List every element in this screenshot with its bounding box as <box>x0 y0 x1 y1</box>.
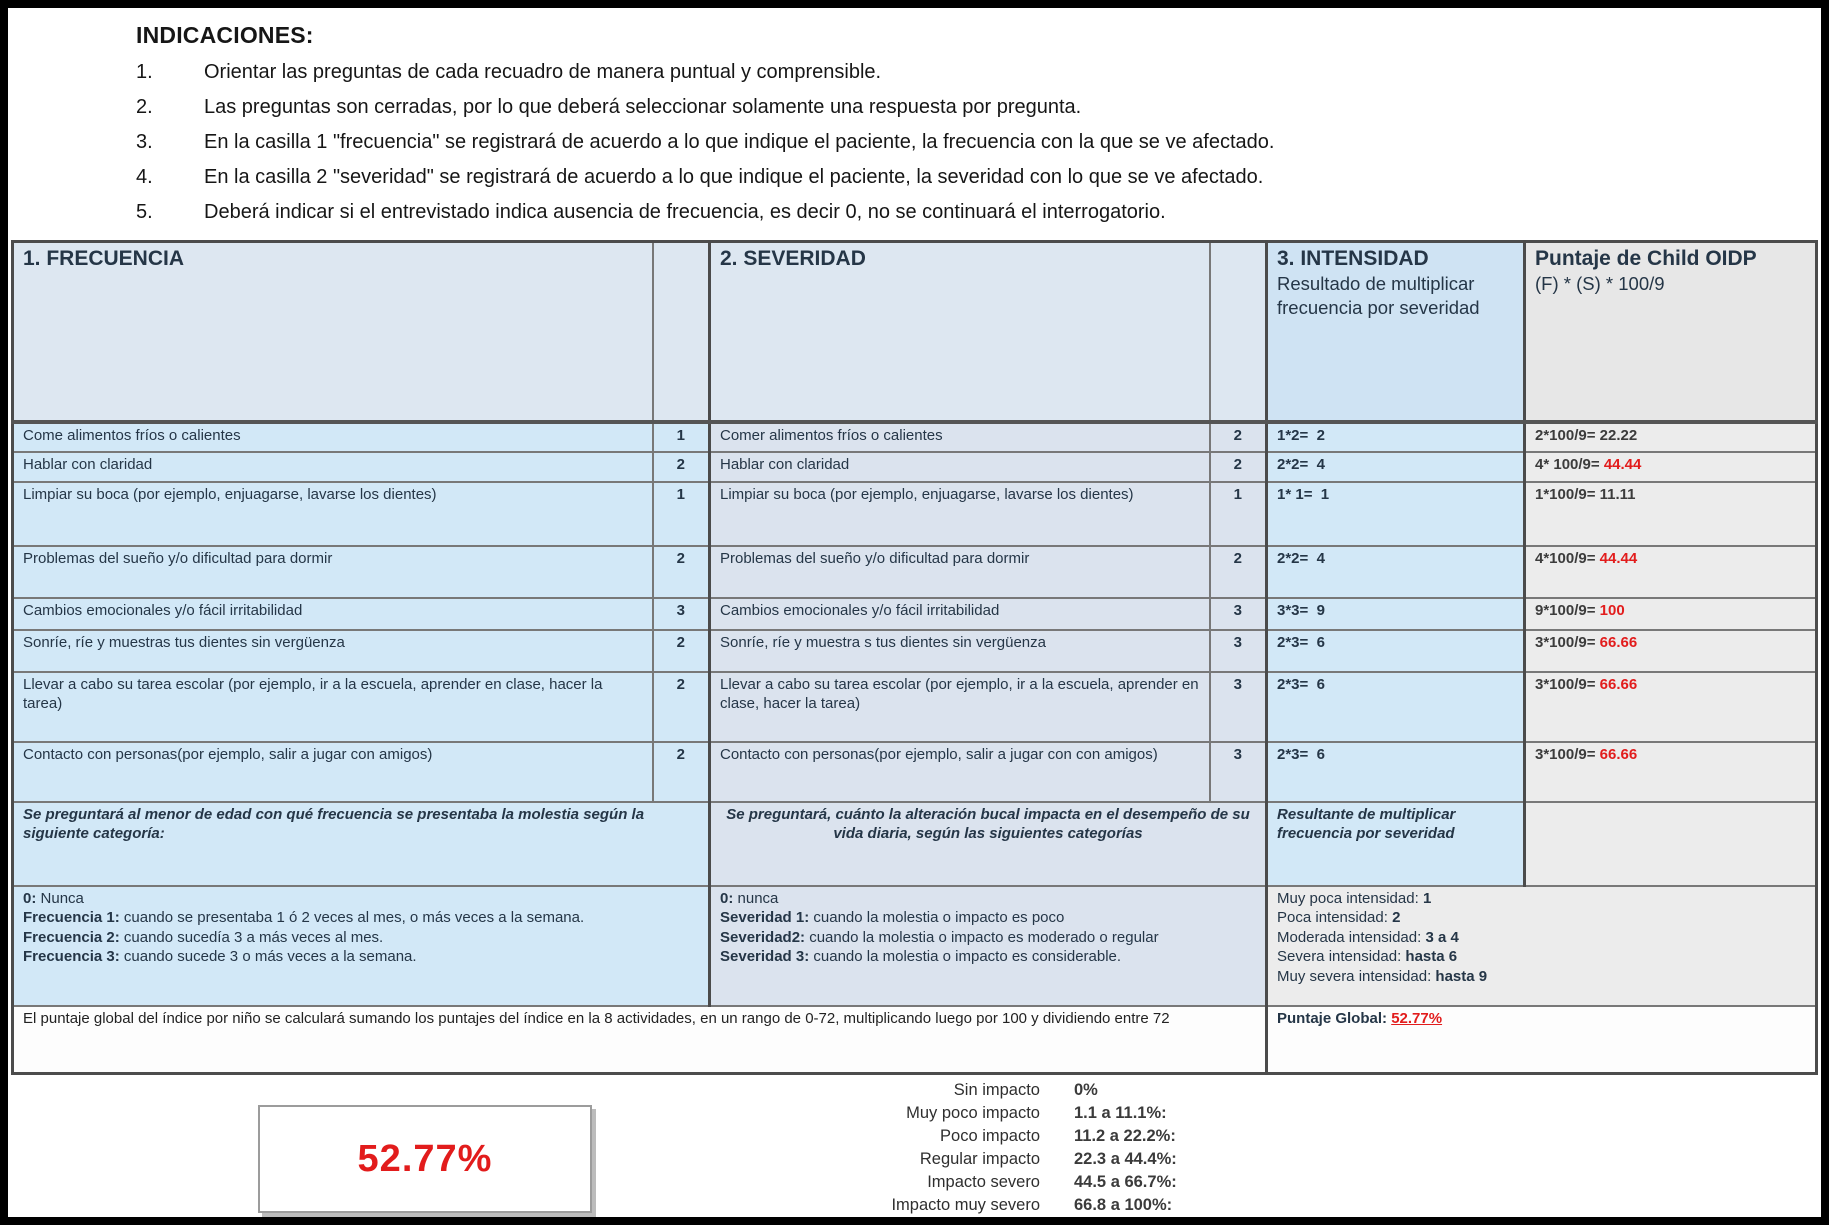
category-line: Frecuencia 1: cuando se presentaba 1 ó 2 veces al mes, o más veces a la semana. <box>23 909 585 926</box>
puntaje-formula: 3*100/9= <box>1535 633 1600 651</box>
frequency-activity-cell: Hablar con claridad <box>13 452 653 482</box>
severity-activity-cell: Hablar con claridad <box>710 452 1210 482</box>
puntaje-cell <box>1525 482 1817 546</box>
frequency-score-cell: 2 <box>653 672 710 742</box>
oidp-score-table <box>11 240 1818 1075</box>
bottom-section <box>8 1075 1821 1225</box>
frequency-score-cell: 2 <box>653 452 710 482</box>
scale-value: 22.3 a 44.4%: <box>1074 1150 1177 1168</box>
global-score-box <box>258 1105 592 1213</box>
puntaje-formula: 4*100/9= <box>1535 549 1600 567</box>
intensity-cell: 2*2= 4 <box>1267 452 1525 482</box>
categories-row <box>13 886 1817 1006</box>
category-line: 0: nunca <box>720 889 779 907</box>
category-line: Moderada intensidad: 3 a 4 <box>1277 928 1459 946</box>
table-row <box>13 546 1817 598</box>
severity-score-cell: 3 <box>1210 742 1267 802</box>
intensity-cell: 2*3= 6 <box>1267 742 1525 802</box>
global-score-text: El puntaje global del índice por niño se calculará sumando los puntajes del índice en la 8 actividades, en un rango de 0-72, multiplicando luego por 100 y dividiendo entre 72 <box>13 1006 1267 1074</box>
indication-item <box>136 164 1801 190</box>
severity-score-cell: 2 <box>1210 546 1267 598</box>
puntaje-formula: 1*100/9= 11.11 <box>1535 485 1636 503</box>
frequency-score-cell: 2 <box>653 630 710 672</box>
header-puntaje <box>1525 242 1817 422</box>
header-frecuencia-score <box>653 242 710 422</box>
indication-text: Deberá indicar si el entrevistado indica ausencia de frecuencia, es decir 0, no se continuará el interrogatorio. <box>204 201 1166 223</box>
frequency-activity-cell: Sonríe, ríe y muestras tus dientes sin vergüenza <box>13 630 653 672</box>
explanation-empty-cell <box>1525 802 1817 886</box>
scale-value: 66.8 a 100%: <box>1074 1196 1173 1214</box>
frequency-activity-cell: Come alimentos fríos o calientes <box>13 422 653 452</box>
frequency-activity-cell: Contacto con personas(por ejemplo, salir a jugar con amigos) <box>13 742 653 802</box>
severity-activity-cell: Comer alimentos fríos o calientes <box>710 422 1210 452</box>
indication-item <box>136 59 1801 85</box>
category-line: Severidad 1: cuando la molestia o impacto es poco <box>720 909 1065 926</box>
frequency-activity-cell: Cambios emocionales y/o fácil irritabilidad <box>13 598 653 630</box>
table-row <box>13 482 1817 546</box>
indications-title: INDICACIONES: <box>136 22 314 48</box>
puntaje-formula: 3*100/9= <box>1535 675 1600 693</box>
puntaje-value: 66.66 <box>1599 633 1638 651</box>
table-row <box>13 672 1817 742</box>
global-score-label: Puntaje Global: <box>1277 1009 1392 1027</box>
puntaje-cell <box>1525 630 1817 672</box>
puntaje-cell <box>1525 598 1817 630</box>
scale-value: 0% <box>1074 1081 1098 1099</box>
frequency-activity-cell: Llevar a cabo su tarea escolar (por ejemplo, ir a la escuela, aprender en clase, hacer la tarea) <box>13 672 653 742</box>
puntaje-value: 66.66 <box>1599 675 1638 693</box>
explanation-severidad: Se preguntará, cuánto la alteración bucal impacta en el desempeño de su vida diaria, según las siguientes categorías <box>710 802 1267 886</box>
indication-number: 2. <box>136 96 153 118</box>
puntaje-cell <box>1525 672 1817 742</box>
intensity-cell: 3*3= 9 <box>1267 598 1525 630</box>
category-line: Frecuencia 2: cuando sucedía 3 a más veces al mes. <box>23 928 384 946</box>
intensity-categories-cell <box>1267 886 1817 1006</box>
table-row <box>13 630 1817 672</box>
indication-item <box>136 94 1801 120</box>
category-line: Severa intensidad: hasta 6 <box>1277 948 1458 965</box>
indication-item <box>136 199 1801 225</box>
scale-label: Muy poco impacto <box>906 1104 1040 1122</box>
indications-section <box>8 8 1821 240</box>
explanation-intensidad: Resultante de multiplicar frecuencia por severidad <box>1267 802 1525 886</box>
indication-text: Las preguntas son cerradas, por lo que deberá seleccionar solamente una respuesta por pregunta. <box>204 96 1082 118</box>
explanation-row <box>13 802 1817 886</box>
puntaje-value: 44.44 <box>1599 549 1638 567</box>
severity-activity-cell: Cambios emocionales y/o fácil irritabilidad <box>710 598 1210 630</box>
category-line: Frecuencia 3: cuando sucede 3 o más veces a la semana. <box>23 948 417 965</box>
header-severidad-score <box>1210 242 1267 422</box>
category-line: Severidad2: cuando la molestia o impacto es moderado o regular <box>720 928 1159 946</box>
indication-number: 3. <box>136 131 153 153</box>
intensity-cell: 1*2= 2 <box>1267 422 1525 452</box>
severity-activity-cell: Llevar a cabo su tarea escolar (por ejemplo, ir a la escuela, aprender en clase, hacer la tarea) <box>710 672 1210 742</box>
frequency-categories-cell <box>13 886 710 1006</box>
intensity-cell: 2*3= 6 <box>1267 672 1525 742</box>
indication-item <box>136 129 1801 155</box>
puntaje-formula: 9*100/9= <box>1535 601 1600 619</box>
category-line: Muy poca intensidad: 1 <box>1277 889 1432 907</box>
puntaje-cell <box>1525 546 1817 598</box>
indication-text: En la casilla 2 "severidad" se registrará de acuerdo a lo que indique el paciente, la severidad con lo que se ve afectado. <box>204 166 1264 188</box>
frequency-score-cell: 1 <box>653 482 710 546</box>
puntaje-value: 66.66 <box>1599 745 1638 763</box>
severity-categories-cell <box>710 886 1267 1006</box>
table-row <box>13 452 1817 482</box>
global-score-value: 52.77% <box>1391 1009 1443 1027</box>
scale-label: Poco impacto <box>940 1127 1040 1145</box>
frequency-activity-cell: Problemas del sueño y/o dificultad para dormir <box>13 546 653 598</box>
header-severidad: 2. SEVERIDAD <box>710 242 1210 422</box>
indication-number: 5. <box>136 201 153 223</box>
header-frecuencia: 1. FRECUENCIA <box>13 242 653 422</box>
table-header-row <box>13 242 1817 422</box>
indication-number: 4. <box>136 166 153 188</box>
intensity-cell: 2*3= 6 <box>1267 630 1525 672</box>
severity-score-cell: 3 <box>1210 598 1267 630</box>
scale-value: 1.1 a 11.1%: <box>1074 1104 1167 1122</box>
global-score-row <box>13 1006 1817 1074</box>
puntaje-cell <box>1525 452 1817 482</box>
category-line: Poca intensidad: 2 <box>1277 909 1401 926</box>
category-line: Severidad 3: cuando la molestia o impacto es considerable. <box>720 948 1122 965</box>
severity-score-cell: 3 <box>1210 630 1267 672</box>
puntaje-formula: 2*100/9= 22.22 <box>1535 426 1638 444</box>
puntaje-formula: 3*100/9= <box>1535 745 1600 763</box>
indication-text: En la casilla 1 "frecuencia" se registrará de acuerdo a lo que indique el paciente, la frecuencia con la que se ve afectado. <box>204 131 1275 153</box>
frequency-score-cell: 2 <box>653 742 710 802</box>
table-row <box>13 598 1817 630</box>
puntaje-cell <box>1525 742 1817 802</box>
puntaje-cell <box>1525 422 1817 452</box>
category-line: Muy severa intensidad: hasta 9 <box>1277 967 1488 985</box>
header-puntaje-formula: (F) * (S) * 100/9 <box>1535 273 1665 295</box>
severity-score-cell: 3 <box>1210 672 1267 742</box>
intensity-cell: 2*2= 4 <box>1267 546 1525 598</box>
header-intensidad-subtitle: Resultado de multiplicar frecuencia por severidad <box>1277 273 1480 319</box>
category-line: 0: Nunca <box>23 889 84 907</box>
severity-score-cell: 2 <box>1210 452 1267 482</box>
severity-activity-cell: Problemas del sueño y/o dificultad para dormir <box>710 546 1210 598</box>
global-score-cell <box>1267 1006 1817 1074</box>
scale-label: Sin impacto <box>953 1081 1040 1099</box>
intensity-cell: 1* 1= 1 <box>1267 482 1525 546</box>
frequency-score-cell: 2 <box>653 546 710 598</box>
severity-activity-cell: Sonríe, ríe y muestra s tus dientes sin vergüenza <box>710 630 1210 672</box>
indication-text: Orientar las preguntas de cada recuadro de manera puntual y comprensible. <box>204 61 882 83</box>
global-score-box-value: 52.77% <box>357 1137 493 1180</box>
indication-number: 1. <box>136 61 153 83</box>
header-intensidad-title: 3. INTENSIDAD <box>1277 247 1429 270</box>
frequency-activity-cell: Limpiar su boca (por ejemplo, enjuagarse, lavarse los dientes) <box>13 482 653 546</box>
header-puntaje-title: Puntaje de Child OIDP <box>1535 247 1757 270</box>
impact-scale <box>8 1081 1524 1215</box>
severity-activity-cell: Contacto con personas(por ejemplo, salir a jugar con con amigos) <box>710 742 1210 802</box>
table-row <box>13 422 1817 452</box>
frequency-score-cell: 3 <box>653 598 710 630</box>
scale-label: Regular impacto <box>919 1150 1040 1168</box>
scale-label: Impacto muy severo <box>891 1196 1040 1214</box>
puntaje-formula: 4* 100/9= <box>1535 455 1604 473</box>
puntaje-value: 44.44 <box>1603 455 1642 473</box>
frequency-score-cell: 1 <box>653 422 710 452</box>
scale-value: 44.5 a 66.7%: <box>1074 1173 1177 1191</box>
explanation-frecuencia: Se preguntará al menor de edad con qué frecuencia se presentaba la molestia según la siguiente categoría: <box>13 802 710 886</box>
severity-score-cell: 2 <box>1210 422 1267 452</box>
severity-score-cell: 1 <box>1210 482 1267 546</box>
severity-activity-cell: Limpiar su boca (por ejemplo, enjuagarse, lavarse los dientes) <box>710 482 1210 546</box>
table-row <box>13 742 1817 802</box>
header-intensidad <box>1267 242 1525 422</box>
puntaje-value: 100 <box>1599 601 1625 619</box>
scale-value: 11.2 a 22.2%: <box>1074 1127 1176 1145</box>
scale-label: Impacto severo <box>927 1173 1040 1191</box>
